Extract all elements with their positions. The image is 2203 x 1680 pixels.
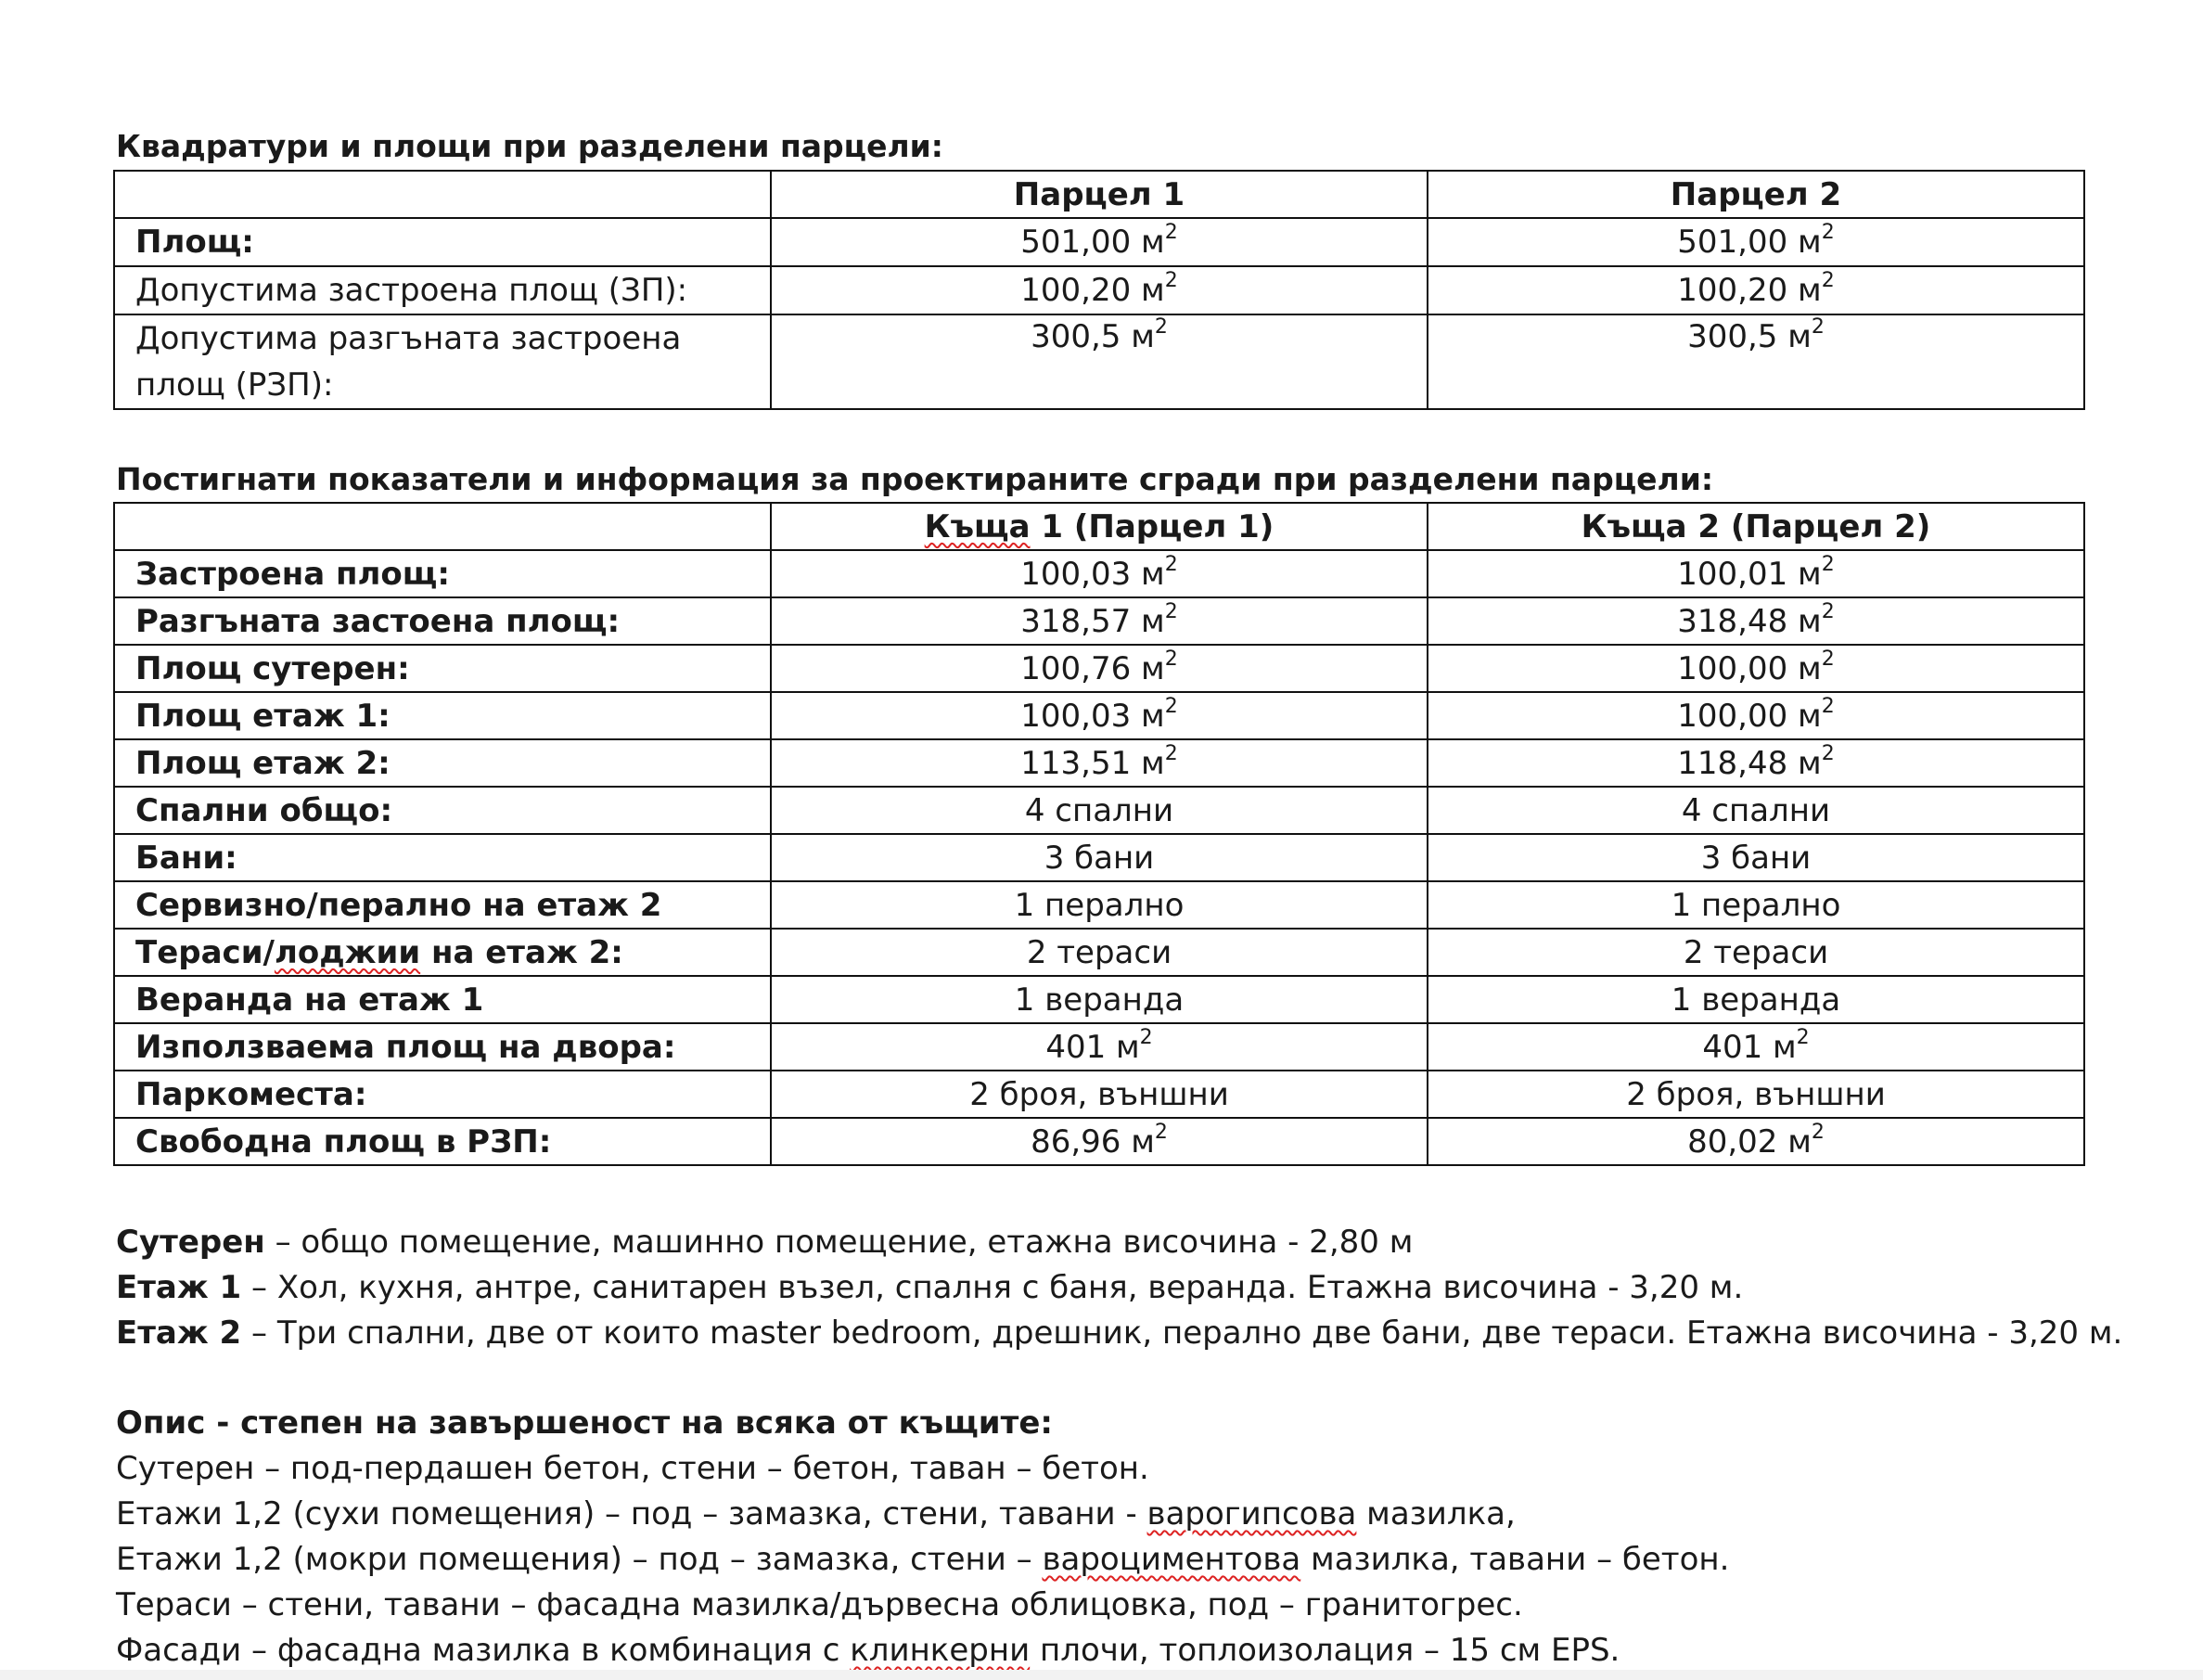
finish-line: Тераси – стени, тавани – фасадна мазилка/дървесна облицовка, под – гранитогрес.	[116, 1586, 1523, 1623]
table-row	[114, 976, 2084, 1023]
table-row	[114, 739, 2084, 787]
value-cell: 100,76 $м^2$	[771, 645, 1428, 692]
value-cell: 113,51 $м^2$	[771, 739, 1428, 787]
row-label: Разгъната застоена площ:	[114, 597, 771, 645]
value-cell: 300,5 $м^2$	[771, 314, 1428, 409]
value-cell: 300,5 $м^2$	[1428, 314, 2084, 409]
page-bottom-edge	[0, 1670, 2203, 1680]
value-cell: 100,20 $м^2$	[771, 266, 1428, 314]
value-cell: 100,00 $м^2$	[1428, 645, 2084, 692]
value-cell: 2 броя, външни	[1428, 1071, 2084, 1118]
col-header-plot-1: Парцел 1	[771, 171, 1428, 218]
value-cell: 401 $м^2$	[1428, 1023, 2084, 1071]
value-cell: 100,00 $м^2$	[1428, 692, 2084, 739]
spellcheck-word: Къща	[924, 507, 1031, 545]
row-label: Тераси/лоджии на етаж 2:	[114, 929, 771, 976]
value-cell: 3 бани	[1428, 834, 2084, 881]
value-cell: 80,02 $м^2$	[1428, 1118, 2084, 1165]
value-cell: 1 веранда	[1428, 976, 2084, 1023]
floor-descriptions	[116, 1220, 2122, 1356]
header-empty-cell	[114, 171, 771, 218]
row-label: Допустима разгъната застроена площ (РЗП):	[114, 314, 771, 409]
header-empty-cell	[114, 503, 771, 550]
table-row	[114, 266, 2084, 314]
row-label: Бани:	[114, 834, 771, 881]
spellcheck-word: вароциментова	[1042, 1541, 1301, 1578]
table1-heading: Квадратури и площи при разделени парцели:	[116, 128, 943, 164]
row-label: Площ сутерен:	[114, 645, 771, 692]
value-cell: 100,20 $м^2$	[1428, 266, 2084, 314]
row-label: Веранда на етаж 1	[114, 976, 771, 1023]
table-row	[114, 550, 2084, 597]
table-row	[114, 929, 2084, 976]
value-cell: 318,48 $м^2$	[1428, 597, 2084, 645]
spellcheck-word: клинкерни	[850, 1632, 1031, 1669]
floor-line: Етаж 1 – Хол, кухня, антре, санитарен възел, спалня с баня, веранда. Етажна височина - 3,20 м.	[116, 1269, 1744, 1306]
row-label: Площ етаж 2:	[114, 739, 771, 787]
row-label: Спални общо:	[114, 787, 771, 834]
value-cell: 501,00 $м^2$	[1428, 218, 2084, 266]
plot-areas-table	[113, 170, 2085, 410]
table-header-row	[114, 503, 2084, 550]
value-cell: 3 бани	[771, 834, 1428, 881]
value-cell: 118,48 $м^2$	[1428, 739, 2084, 787]
value-cell: 318,57 $м^2$	[771, 597, 1428, 645]
table-row	[114, 597, 2084, 645]
table-row	[114, 1118, 2084, 1165]
table-row	[114, 881, 2084, 929]
col-header-plot-2: Парцел 2	[1428, 171, 2084, 218]
col-header-house-1: Къща 1 (Парцел 1)	[771, 503, 1428, 550]
row-label: Сервизно/перално на етаж 2	[114, 881, 771, 929]
row-label: Допустима застроена площ (ЗП):	[114, 266, 771, 314]
value-cell: 501,00 $м^2$	[771, 218, 1428, 266]
value-cell: 4 спални	[771, 787, 1428, 834]
finish-line: Фасади – фасадна мазилка в комбинация с клинкерни плочи, топлоизолация – 15 см EPS.	[116, 1632, 1620, 1669]
table-row	[114, 1071, 2084, 1118]
finish-description	[116, 1401, 1729, 1674]
table-header-row	[114, 171, 2084, 218]
table-row	[114, 834, 2084, 881]
value-cell: 401 $м^2$	[771, 1023, 1428, 1071]
finish-heading: Опис - степен на завършеност на всяка от къщите:	[116, 1404, 1053, 1442]
house-indicators-table	[113, 502, 2085, 1166]
table-row	[114, 314, 2084, 409]
value-cell: 4 спални	[1428, 787, 2084, 834]
value-cell: 2 тераси	[1428, 929, 2084, 976]
spellcheck-word: варогипсова	[1146, 1495, 1357, 1533]
row-label: Площ етаж 1:	[114, 692, 771, 739]
floor-line: Етаж 2 – Три спални, две от които master bedroom, дрешник, перално две бани, две тераси. Етажна височина - 3,20 м.	[116, 1315, 2123, 1352]
table-row	[114, 218, 2084, 266]
col-header-house-2: Къща 2 (Парцел 2)	[1428, 503, 2084, 550]
value-cell: 1 веранда	[771, 976, 1428, 1023]
value-cell: 1 перално	[1428, 881, 2084, 929]
table-row	[114, 645, 2084, 692]
value-cell: 100,03 $м^2$	[771, 692, 1428, 739]
value-cell: 100,01 $м^2$	[1428, 550, 2084, 597]
value-cell: 86,96 $м^2$	[771, 1118, 1428, 1165]
row-label: Площ:	[114, 218, 771, 266]
table-row	[114, 1023, 2084, 1071]
finish-line: Етажи 1,2 (мокри помещения) – под – замазка, стени – вароциментова мазилка, тавани – бетон.	[116, 1541, 1730, 1578]
row-label: Свободна площ в РЗП:	[114, 1118, 771, 1165]
row-label: Използваема площ на двора:	[114, 1023, 771, 1071]
table-row	[114, 787, 2084, 834]
value-cell: 2 тераси	[771, 929, 1428, 976]
table2-heading: Постигнати показатели и информация за проектираните сгради при разделени парцели:	[116, 461, 1714, 497]
finish-line: Сутерен – под-пердашен бетон, стени – бетон, таван – бетон.	[116, 1450, 1149, 1487]
table-row	[114, 692, 2084, 739]
spellcheck-word: лоджии	[274, 933, 421, 971]
value-cell: 2 броя, външни	[771, 1071, 1428, 1118]
floor-line: Сутерен – общо помещение, машинно помещение, етажна височина - 2,80 м	[116, 1224, 1414, 1261]
row-label: Паркоместа:	[114, 1071, 771, 1118]
finish-line: Етажи 1,2 (сухи помещения) – под – замазка, стени, тавани - варогипсова мазилка,	[116, 1495, 1516, 1533]
value-cell: 100,03 $м^2$	[771, 550, 1428, 597]
row-label: Застроена площ:	[114, 550, 771, 597]
value-cell: 1 перално	[771, 881, 1428, 929]
